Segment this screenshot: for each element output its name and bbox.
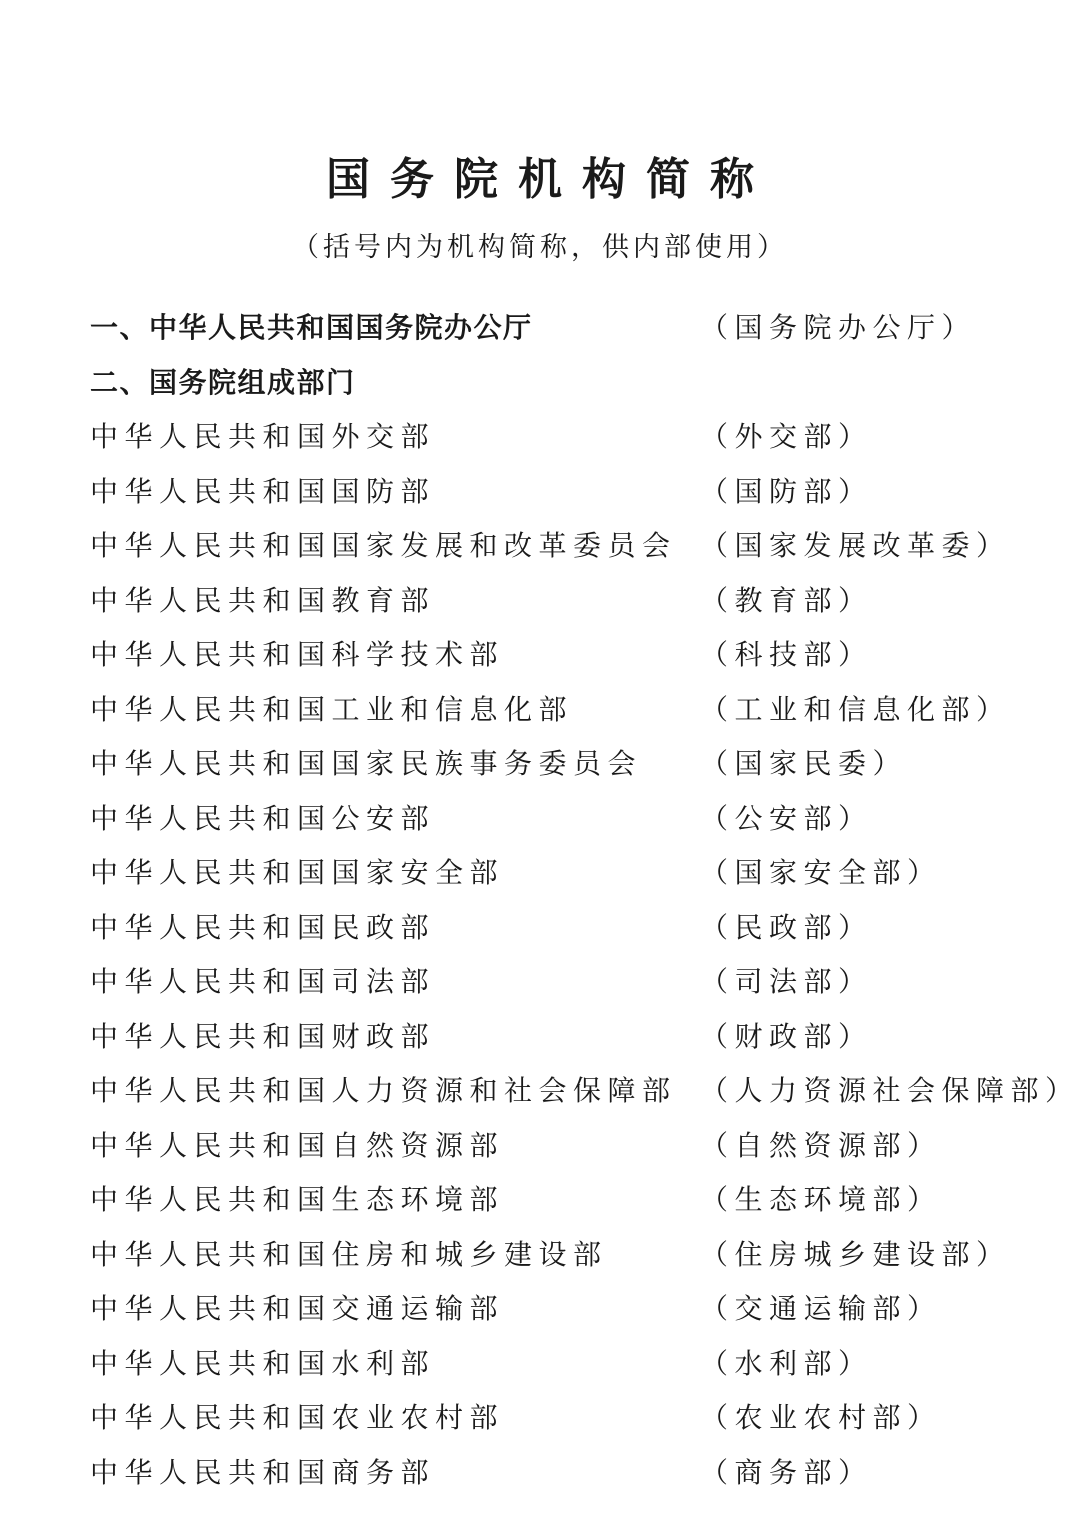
list-item bbox=[90, 633, 1050, 677]
list-item bbox=[90, 579, 1050, 623]
department-name: 中华人民共和国公安部 bbox=[90, 801, 436, 835]
department-abbr: （司法部） bbox=[700, 965, 873, 998]
department-abbr: （国家民委） bbox=[700, 747, 908, 780]
list-item bbox=[90, 415, 1050, 459]
page-title: 国务院机构简称 bbox=[326, 154, 774, 205]
department-name: 中华人民共和国国家安全部 bbox=[90, 856, 505, 889]
department-abbr: （农业农村部） bbox=[700, 1401, 942, 1434]
section-one-heading: 一、中华人民共和国国务院办公厅 bbox=[90, 311, 533, 344]
department-name: 中华人民共和国商务部 bbox=[90, 1455, 436, 1489]
list-item bbox=[90, 1396, 1050, 1440]
department-name: 中华人民共和国水利部 bbox=[90, 1346, 436, 1380]
list-item bbox=[90, 797, 1050, 841]
section-one-abbr: （国务院办公厅） bbox=[700, 311, 977, 344]
department-name: 中华人民共和国国防部 bbox=[90, 474, 436, 508]
department-name: 中华人民共和国农业农村部 bbox=[90, 1401, 505, 1434]
department-abbr: （水利部） bbox=[700, 1346, 873, 1380]
department-abbr: （交通运输部） bbox=[700, 1292, 942, 1325]
section-two-row bbox=[90, 361, 1050, 405]
department-name: 中华人民共和国人力资源和社会保障部 bbox=[90, 1074, 677, 1107]
list-item bbox=[90, 1451, 1050, 1495]
section-one-row bbox=[90, 306, 1050, 350]
department-abbr: （教育部） bbox=[700, 583, 873, 617]
department-abbr: （工业和信息化部） bbox=[700, 692, 1011, 726]
department-name: 中华人民共和国国家发展和改革委员会 bbox=[90, 529, 677, 562]
department-name: 中华人民共和国国家民族事务委员会 bbox=[90, 747, 643, 780]
department-name: 中华人民共和国科学技术部 bbox=[90, 638, 505, 671]
list-item bbox=[90, 1178, 1050, 1222]
section-two-heading: 二、国务院组成部门 bbox=[90, 366, 356, 399]
department-name: 中华人民共和国住房和城乡建设部 bbox=[90, 1237, 608, 1271]
department-abbr: （民政部） bbox=[700, 910, 873, 944]
list-item bbox=[90, 851, 1050, 895]
list-item bbox=[90, 960, 1050, 1004]
list-item bbox=[90, 1287, 1050, 1331]
list-item bbox=[90, 742, 1050, 786]
list-item bbox=[90, 1015, 1050, 1059]
department-abbr: （商务部） bbox=[700, 1455, 873, 1489]
list-item bbox=[90, 1124, 1050, 1168]
department-name: 中华人民共和国外交部 bbox=[90, 420, 436, 453]
list-item bbox=[90, 470, 1050, 514]
list-item bbox=[90, 906, 1050, 950]
department-abbr: （国防部） bbox=[700, 474, 873, 508]
department-abbr: （生态环境部） bbox=[700, 1183, 942, 1216]
department-abbr: （自然资源部） bbox=[700, 1128, 942, 1162]
department-name: 中华人民共和国司法部 bbox=[90, 965, 436, 998]
list-item bbox=[90, 1069, 1080, 1113]
department-name: 中华人民共和国工业和信息化部 bbox=[90, 692, 574, 726]
department-abbr: （科技部） bbox=[700, 638, 873, 671]
department-abbr: （住房城乡建设部） bbox=[700, 1237, 1011, 1271]
department-name: 中华人民共和国生态环境部 bbox=[90, 1183, 505, 1216]
list-item bbox=[90, 524, 1050, 568]
department-name: 中华人民共和国民政部 bbox=[90, 910, 436, 944]
department-abbr: （国家安全部） bbox=[700, 856, 942, 889]
department-abbr: （外交部） bbox=[700, 420, 873, 453]
list-item bbox=[90, 688, 1050, 732]
list-item bbox=[90, 1342, 1050, 1386]
department-abbr: （公安部） bbox=[700, 801, 873, 835]
department-name: 中华人民共和国教育部 bbox=[90, 583, 436, 617]
department-name: 中华人民共和国自然资源部 bbox=[90, 1128, 505, 1162]
department-name: 中华人民共和国财政部 bbox=[90, 1019, 436, 1053]
department-abbr: （国家发展改革委） bbox=[700, 529, 1011, 562]
department-name: 中华人民共和国交通运输部 bbox=[90, 1292, 505, 1325]
page-subtitle: （括号内为机构简称，供内部使用） bbox=[292, 232, 788, 263]
department-abbr: （人力资源社会保障部） bbox=[700, 1074, 1080, 1107]
department-abbr: （财政部） bbox=[700, 1019, 873, 1053]
list-item bbox=[90, 1233, 1050, 1277]
